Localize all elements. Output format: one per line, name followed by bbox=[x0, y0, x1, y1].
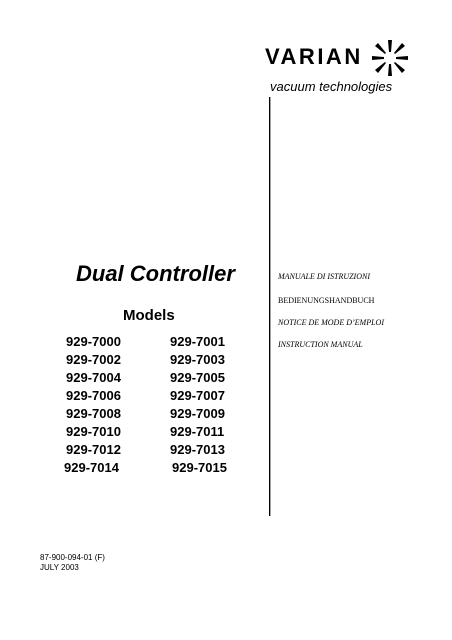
model-number: 929-7004 bbox=[66, 370, 121, 385]
model-number: 929-7007 bbox=[170, 388, 225, 403]
model-number: 929-7014 bbox=[64, 460, 119, 475]
model-number: 929-7008 bbox=[66, 406, 121, 421]
model-number: 929-7001 bbox=[170, 334, 225, 349]
document-title: Dual Controller bbox=[76, 261, 235, 286]
model-number: 929-7002 bbox=[66, 352, 121, 367]
model-number: 929-7013 bbox=[170, 442, 225, 457]
model-number: 929-7010 bbox=[66, 424, 121, 439]
models-heading: Models bbox=[123, 307, 175, 324]
brand-tagline: vacuum technologies bbox=[270, 79, 393, 94]
model-number: 929-7009 bbox=[170, 406, 225, 421]
varian-star-icon bbox=[370, 38, 410, 78]
manual-language-en: INSTRUCTION MANUAL bbox=[278, 340, 363, 349]
manual-language-de: BEDIENUNGSHANDBUCH bbox=[278, 296, 375, 305]
model-number: 929-7006 bbox=[66, 388, 121, 403]
manual-language-fr: NOTICE DE MODE D’EMPLOI bbox=[278, 318, 384, 327]
model-number: 929-7015 bbox=[172, 460, 227, 475]
divider-line-shadow bbox=[270, 97, 271, 516]
document-date: JULY 2003 bbox=[40, 563, 79, 572]
brand-name: VARIAN bbox=[265, 44, 363, 69]
model-number: 929-7003 bbox=[170, 352, 225, 367]
model-number: 929-7000 bbox=[66, 334, 121, 349]
model-number: 929-7011 bbox=[170, 424, 225, 439]
document-number: 87-900-094-01 (F) bbox=[40, 553, 105, 562]
manual-language-it: MANUALE DI ISTRUZIONI bbox=[278, 272, 370, 281]
model-number: 929-7005 bbox=[170, 370, 225, 385]
model-number: 929-7012 bbox=[66, 442, 121, 457]
